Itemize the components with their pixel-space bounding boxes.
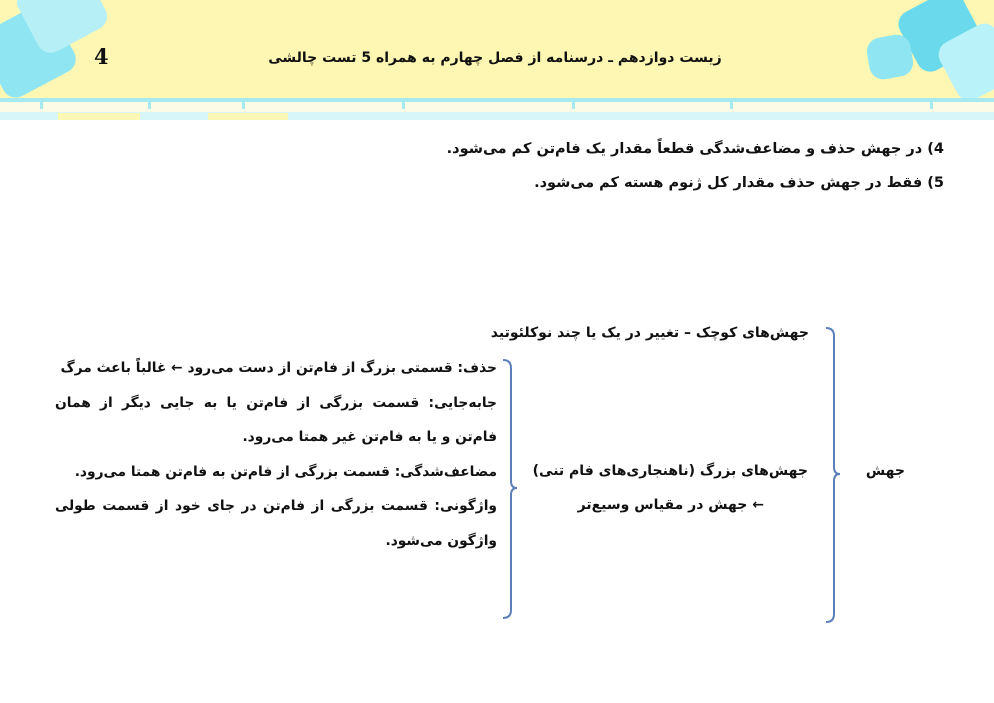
page-number: 4 — [94, 44, 109, 69]
type-translocation — [55, 386, 497, 455]
type-name: حذف — [463, 360, 497, 376]
option-5: 5) فقط در جهش حذف مقدار کل ژنوم هسته کم می‌شود. — [534, 175, 944, 191]
type-desc: : قسمت بزرگی از فام‌تن به فام‌تن همتا می‌رود. — [74, 463, 401, 480]
type-desc: : قسمت بزرگی از فام‌تن یا به جایی دیگر از همان فام‌تن و یا به فام‌تن غیر همتا می‌رود. — [55, 394, 497, 445]
root-label: جهش — [865, 463, 905, 479]
type-inversion — [55, 489, 497, 558]
large-bracket — [503, 360, 517, 618]
large-mutations-sublabel: ← جهش در مقیاس وسیع‌تر — [577, 497, 764, 513]
type-desc: : قسمت بزرگی از فام‌تن در جای خود از قسمت طولی واژگون می‌شود. — [55, 498, 497, 549]
page-title: زیست دوازدهم ـ درسنامه از فصل چهارم به همراه 5 تست چالشی — [268, 50, 722, 66]
type-duplication — [55, 455, 497, 490]
option-4: 4) در جهش حذف و مضاعف‌شدگی قطعاً مقدار یک فام‌تن کم می‌شود. — [446, 141, 944, 157]
type-name: مضاعف‌شدگی — [400, 463, 497, 480]
large-mutations-label: جهش‌های بزرگ (ناهنجاری‌های فام تنی) — [532, 463, 808, 479]
type-name: جابه‌جایی — [434, 394, 497, 411]
root-bracket — [826, 328, 840, 622]
type-name: واژگونی — [439, 498, 497, 514]
small-mutations-label: جهش‌های کوچک – تغییر در یک یا چند نوکلئوتید — [490, 325, 809, 341]
type-deletion — [55, 351, 497, 386]
mutation-types — [55, 351, 497, 558]
type-desc: : قسمتی بزرگ از فام‌تن از دست می‌رود ← غالباً باعث مرگ — [60, 360, 464, 376]
